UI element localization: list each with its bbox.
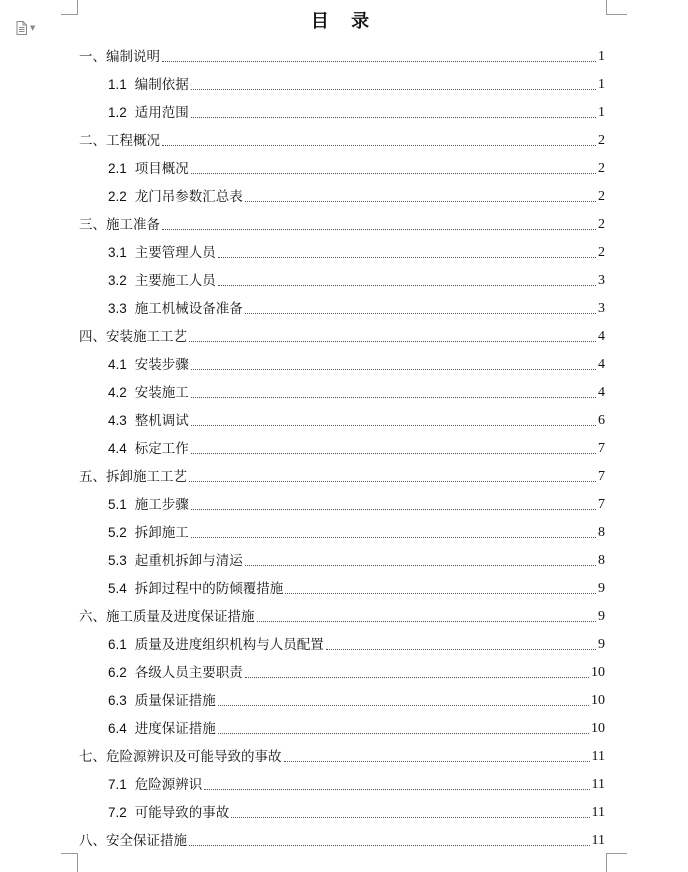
toc-leader-dots <box>191 116 596 118</box>
toc-entry-label: 施工机械设备准备 <box>134 301 243 317</box>
toc-entry-label: 整机调试 <box>134 413 189 429</box>
toc-entry[interactable] <box>108 240 605 262</box>
toc-entry-page: 9 <box>598 609 605 624</box>
toc-entry-page: 11 <box>591 833 605 848</box>
toc-entry-page: 9 <box>598 637 605 652</box>
toc-entry-page: 7 <box>598 469 605 484</box>
toc-entry-label: 起重机拆卸与清运 <box>134 553 243 569</box>
toc-entry-number: 7.2 <box>108 805 127 820</box>
toc-entry[interactable] <box>108 660 605 682</box>
toc-entry[interactable] <box>108 492 605 514</box>
toc-leader-dots <box>245 200 596 202</box>
toc-entry[interactable] <box>79 464 605 486</box>
toc-entry-label: 五、拆卸施工工艺 <box>79 469 187 485</box>
toc-entry-label: 进度保证措施 <box>134 721 216 737</box>
toc-leader-dots <box>191 508 596 510</box>
toc-title: 目 录 <box>310 11 378 32</box>
toc-leader-dots <box>218 732 589 734</box>
toc-leader-dots <box>257 620 597 622</box>
toc-entry-label: 主要管理人员 <box>134 245 216 261</box>
toc-entry[interactable] <box>108 408 605 430</box>
toc-leader-dots <box>284 760 590 762</box>
toc-entry[interactable] <box>79 44 605 66</box>
toc-leader-dots <box>162 60 596 62</box>
toc-entry-number: 5.2 <box>108 525 127 540</box>
toc-entry-number: 3.2 <box>108 273 127 288</box>
toc-entry-number: 7.1 <box>108 777 127 792</box>
toc-entry-number: 4.1 <box>108 357 127 372</box>
toc-entry-label: 危险源辨识 <box>134 777 203 793</box>
toc-entry-label: 龙门吊参数汇总表 <box>134 189 243 205</box>
toc-entry[interactable] <box>79 212 605 234</box>
toc-leader-dots <box>189 480 596 482</box>
toc-entry-page: 4 <box>598 329 605 344</box>
toc-entry-number: 2.2 <box>108 189 127 204</box>
toc-entry[interactable] <box>108 296 605 318</box>
toc-entry-number: 6.3 <box>108 693 127 708</box>
toc-entry[interactable] <box>108 772 605 794</box>
toc-leader-dots <box>204 788 589 790</box>
toc-entry-number: 4.3 <box>108 413 127 428</box>
toc-entry[interactable] <box>108 716 605 738</box>
toc-leader-dots <box>245 564 596 566</box>
toc-entry[interactable] <box>108 632 605 654</box>
toc-entry-label: 二、工程概况 <box>79 133 160 149</box>
toc-leader-dots <box>162 228 596 230</box>
toc-entry[interactable] <box>108 184 605 206</box>
toc-leader-dots <box>218 704 589 706</box>
toc-entry-number: 5.3 <box>108 553 127 568</box>
toc-entry[interactable] <box>79 128 605 150</box>
toc-entry-page: 10 <box>591 721 605 736</box>
toc-leader-dots <box>191 368 596 370</box>
toc-entry-label: 质量保证措施 <box>134 693 216 709</box>
toc-leader-dots <box>189 844 590 846</box>
toc-entry-page: 7 <box>598 497 605 512</box>
toc-entry-label: 六、施工质量及进度保证措施 <box>79 609 255 625</box>
toc-entry[interactable] <box>108 800 605 822</box>
toc-entry[interactable] <box>108 268 605 290</box>
toc-entry-label: 拆卸过程中的防倾覆措施 <box>134 581 284 597</box>
toc-entry[interactable] <box>108 548 605 570</box>
toc-entry-page: 1 <box>598 49 605 64</box>
dropdown-arrow-icon: ▼ <box>30 23 36 32</box>
toc-entry-page: 4 <box>598 357 605 372</box>
toc-leader-dots <box>285 592 596 594</box>
toc-entry-number: 6.4 <box>108 721 127 736</box>
toc-entry[interactable] <box>108 520 605 542</box>
toc-entry-page: 11 <box>591 777 605 792</box>
toc-entry-page: 11 <box>591 805 605 820</box>
toc-entry-label: 质量及进度组织机构与人员配置 <box>134 637 324 653</box>
toc-entry-number: 4.4 <box>108 441 127 456</box>
toc-leader-dots <box>218 256 596 258</box>
toc-leader-dots <box>218 284 596 286</box>
toc-leader-dots <box>189 340 596 342</box>
toc-entry-page: 8 <box>598 525 605 540</box>
toc-entry-number: 1.1 <box>108 77 127 92</box>
toc-entry[interactable] <box>108 72 605 94</box>
toc-entry-label: 主要施工人员 <box>134 273 216 289</box>
toc-entry-label: 安装施工 <box>134 385 189 401</box>
toc-entry-page: 6 <box>598 413 605 428</box>
toc-entry-page: 11 <box>591 749 605 764</box>
toc-entry-page: 2 <box>598 161 605 176</box>
toc-entry-page: 10 <box>591 665 605 680</box>
toc-entry[interactable] <box>79 828 605 850</box>
toc-entry-page: 4 <box>598 385 605 400</box>
toc-leader-dots <box>191 172 596 174</box>
toc-entry-page: 8 <box>598 553 605 568</box>
toc-entry-page: 10 <box>591 693 605 708</box>
toc-entry-label: 拆卸施工 <box>134 525 189 541</box>
toc-leader-dots <box>191 396 596 398</box>
toc-leader-dots <box>245 676 589 678</box>
toc-entry-page: 2 <box>598 189 605 204</box>
toc-entry[interactable] <box>108 156 605 178</box>
toc-entry-label: 一、编制说明 <box>79 49 160 65</box>
toc-entry-number: 3.3 <box>108 301 127 316</box>
toc-entry-label: 标定工作 <box>134 441 189 457</box>
toc-entry-number: 6.2 <box>108 665 127 680</box>
toc-entry[interactable] <box>108 352 605 374</box>
toc-entry[interactable] <box>79 604 605 626</box>
toc-entry-label: 适用范围 <box>134 105 189 121</box>
toc-leader-dots <box>191 452 596 454</box>
toc-entry-page: 1 <box>598 77 605 92</box>
toc-entry-label: 施工步骤 <box>134 497 189 513</box>
toc-entry[interactable] <box>108 576 605 598</box>
toc-entry-number: 5.4 <box>108 581 127 596</box>
toc-entry-number: 5.1 <box>108 497 127 512</box>
toc-entry-page: 2 <box>598 217 605 232</box>
toc-leader-dots <box>191 536 596 538</box>
toc-entry[interactable] <box>108 100 605 122</box>
toc-entry-page: 7 <box>598 441 605 456</box>
toc-entry-label: 安装步骤 <box>134 357 189 373</box>
toc-leader-dots <box>191 424 596 426</box>
toc-entry-number: 1.2 <box>108 105 127 120</box>
toc-entry-page: 1 <box>598 105 605 120</box>
toc-leader-dots <box>162 144 596 146</box>
toc-entry[interactable] <box>79 324 605 346</box>
toc-entry-label: 各级人员主要职责 <box>134 665 243 681</box>
toc-entry-label: 项目概况 <box>134 161 189 177</box>
toc-entry[interactable] <box>108 436 605 458</box>
toc-entry-page: 9 <box>598 581 605 596</box>
toc-leader-dots <box>245 312 596 314</box>
toc-entry-page: 2 <box>598 245 605 260</box>
toc-leader-dots <box>231 816 589 818</box>
toc-entry-number: 3.1 <box>108 245 127 260</box>
toc-leader-dots <box>326 648 596 650</box>
toc-entry-page: 3 <box>598 301 605 316</box>
toc-entry-number: 4.2 <box>108 385 127 400</box>
crop-mark-bottom-left <box>61 853 78 872</box>
toc-entry-label: 编制依据 <box>134 77 189 93</box>
toc-entry-number: 2.1 <box>108 161 127 176</box>
toc-entry-label: 四、安装施工工艺 <box>79 329 187 345</box>
toc-entry-page: 3 <box>598 273 605 288</box>
toc-entry[interactable] <box>79 744 605 766</box>
toc-leader-dots <box>191 88 596 90</box>
toc-entry[interactable] <box>108 688 605 710</box>
toc-entry-page: 2 <box>598 133 605 148</box>
crop-mark-bottom-right <box>606 853 627 872</box>
toc-entry-number: 6.1 <box>108 637 127 652</box>
toc-entry[interactable] <box>108 380 605 402</box>
toc-entry-label: 可能导致的事故 <box>134 805 230 821</box>
toc-entry-label: 三、施工准备 <box>79 217 160 233</box>
toc-entry-label: 七、危险源辨识及可能导致的事故 <box>79 749 282 765</box>
toc-entry-label: 八、安全保证措施 <box>79 833 187 849</box>
